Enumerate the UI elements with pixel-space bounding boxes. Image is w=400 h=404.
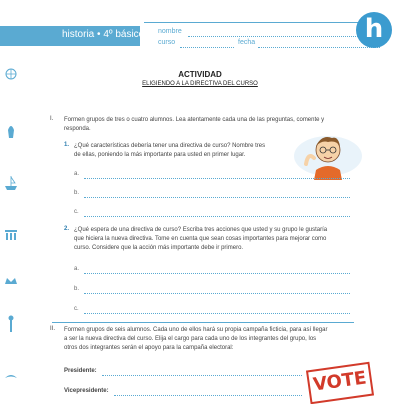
header-subject <box>62 28 144 42</box>
date-field-line[interactable] <box>258 47 380 48</box>
crown-icon <box>5 278 17 284</box>
sidebar-icons <box>0 52 22 400</box>
question-line: que hiciera la nueva directiva. Tome en cuenta que sean cosas importantes para mejorar como <box>74 236 327 242</box>
q2-answer-line-c[interactable] <box>84 313 350 314</box>
question-line: curso. Considere que la acción más importante debe ir primero. <box>74 245 244 251</box>
intro-line: responda. <box>64 126 91 132</box>
question-line: ¿Qué espera de una directiva de curso? Escriba tres acciones que usted y su grupo le gustaría <box>74 227 328 233</box>
torch-icon <box>9 316 14 333</box>
course-field-line[interactable] <box>180 47 234 48</box>
question-1-number: 1. <box>64 142 70 148</box>
section-2-line: otros dos integrantes serán el apoyo para la campaña electoral: <box>64 345 234 351</box>
vote-stamp: VOTE <box>306 362 374 404</box>
q2-answer-line-a[interactable] <box>84 273 350 274</box>
name-label: nombre <box>158 28 182 35</box>
vice-president-field-line[interactable] <box>114 395 302 396</box>
q1-answer-line-c[interactable] <box>84 216 350 217</box>
activity-subtitle: ELIGIENDO A LA DIRECTIVA DEL CURSO <box>142 81 258 87</box>
section-divider <box>52 322 354 323</box>
q2-answer-line-b[interactable] <box>84 293 350 294</box>
hand-icon <box>8 126 14 138</box>
name-field-line[interactable] <box>188 36 380 37</box>
separator: • <box>97 29 101 40</box>
president-label: Presidente: <box>64 368 97 374</box>
question-line: de ellas, poniendo la más importante para usted en primer lugar. <box>74 152 246 158</box>
activity-title: ACTIVIDAD <box>178 70 222 79</box>
student-info-form <box>144 6 384 50</box>
question-1-text <box>74 142 294 160</box>
section-2-numeral: II. <box>50 326 56 332</box>
form-top-rule <box>144 22 380 23</box>
section-2-text <box>64 326 364 353</box>
student-illustration <box>292 126 366 180</box>
grade-label: 4º básico <box>103 29 145 40</box>
subject-label: historia <box>62 29 95 40</box>
q1-option-b: b. <box>74 190 80 196</box>
vice-president-label: Vicepresidente: <box>64 388 109 394</box>
question-2-text <box>74 226 374 253</box>
bird-icon <box>5 375 17 378</box>
q1-option-c: c. <box>74 209 79 215</box>
section-2-line: a ser la nueva directiva del curso. Elija el cargo para cada uno de los integrantes del grupo, los <box>64 336 317 342</box>
q2-option-c: c. <box>74 306 79 312</box>
ship-icon <box>5 176 17 190</box>
president-field-line[interactable] <box>102 375 302 376</box>
section-2-line: Formen grupos de seis alumnos. Cada uno de ellos hará su propia campaña ficticia, para así llegar <box>64 327 328 333</box>
logo-h-icon: h <box>356 12 392 48</box>
date-label: fecha <box>238 39 256 46</box>
intro-line: Formen grupos de tres o cuatro alumnos. Lea atentamente cada una de las preguntas, comente y <box>64 117 325 123</box>
columns-icon <box>5 230 17 240</box>
course-label: curso <box>158 39 176 46</box>
q2-option-a: a. <box>74 266 80 272</box>
q1-option-a: a. <box>74 171 80 177</box>
question-2-number: 2. <box>64 226 70 232</box>
q1-answer-line-b[interactable] <box>84 197 350 198</box>
q1-answer-line-a[interactable] <box>84 178 350 179</box>
section-1-numeral: I. <box>50 116 54 122</box>
question-line: ¿Qué características debería tener una directiva de curso? Nombre tres <box>74 143 266 149</box>
q2-option-b: b. <box>74 286 80 292</box>
